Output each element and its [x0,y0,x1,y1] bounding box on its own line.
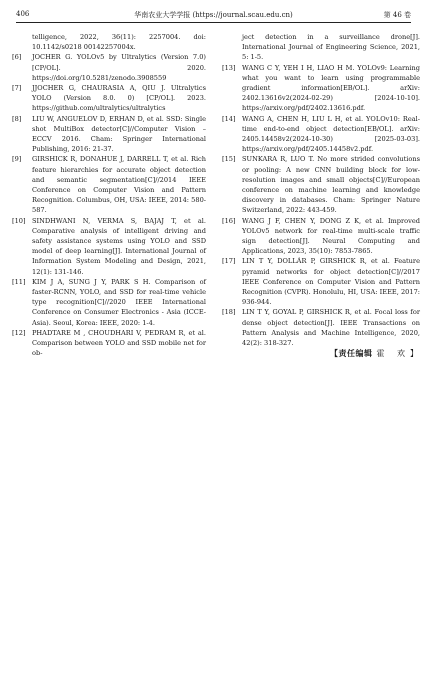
editor-label: 【责任编辑 [330,348,373,358]
reference-entry [222,114,420,155]
reference-number: [17] [222,257,236,266]
reference-number: [9] [12,155,22,164]
reference-entry [12,83,206,114]
reference-text: GIRSHICK R, DONAHUE J, DARRELL T, et al. Rich feature hierarchies for accurate object detection and semantic segmentation[C]//2014 IEEE Conference on Computer Vision and Pattern Recognition. Columbus, OH, USA: IEEE, 2014: 580-587. [32,155,206,215]
reference-entry [12,216,206,277]
editor-credit [330,348,423,359]
reference-entry [12,32,206,52]
reference-text: KIM J A, SUNG J Y, PARK S H. Comparison of faster-RCNN, YOLO, and SSD for real-time vehicle type recognition[C]//2020 IEEE International Conference on Consumer Electronics - Asia (ICCE-Asia). Seoul, Korea: IEEE, 2020: 1-4. [32,277,206,327]
reference-entry [222,154,420,215]
reference-text: LIN T Y, GOYAL P, GIRSHICK R, et al. Focal loss for dense object detection[J]. IEEE Transactions on Pattern Analysis and Machine Intelligence, 2020, 42(2): 318-327. [242,308,420,348]
reference-number: [16] [222,216,236,225]
reference-number: [11] [12,277,26,286]
header-rule [16,22,411,23]
reference-number: [8] [12,114,22,123]
reference-number: [13] [222,63,236,72]
reference-number: [15] [222,155,236,164]
reference-text: JJOCHER G, CHAURASIA A, QIU J. Ultralytics YOLO (Version 8.0. 0) [CP/OL]. 2023. https://github.com/ultralytics/ultralytics [32,84,206,113]
journal-title: 华南农业大学学报 (https://journal.scau.edu.cn) [134,11,293,19]
reference-number: [7] [12,84,22,93]
reference-entry [222,216,420,257]
page-header [16,10,411,26]
reference-number: [10] [12,216,26,225]
volume-label: 第 46 卷 [383,11,411,19]
reference-entry [222,63,420,114]
page-number: 406 [16,10,30,18]
reference-entry [222,256,420,307]
references-left-column [12,32,206,359]
editor-name: 霍 欢】 [376,349,424,358]
reference-text: SUNKARA R, LUO T. No more strided convolutions or pooling: A new CNN building block for low-resolution images and small objects[C]//European conference on machine learning and knowledge discovery in databases. Cham: Springer Nature Switzerland, 2022: 443-459. [242,155,420,215]
reference-entry [12,154,206,215]
reference-entry [222,32,420,63]
reference-text: LIN T Y, DOLLÁR P, GIRSHICK R, et al. Feature pyramid networks for object detection[C]//2017 IEEE Conference on Computer Vision and Pattern Recognition (CVPR). Honolulu, HI, USA: IEEE, 2017: 936-944. [242,257,420,307]
reference-text: WANG C Y, YEH I H, LIAO H M. YOLOv9: Learning what you want to learn using programmable gradient information[EB/OL]. arXiv: 2402.13616v2(2024-02-29) [2024-10-10]. https://arxiv.org/pdf/2402.13616.pdf. [242,63,420,113]
reference-text: LIU W, ANGUELOV D, ERHAN D, et al. SSD: Single shot MultiBox detector[C]//Computer Vision – ECCV 2016. Cham: Springer International Publishing, 2016: 21-37. [32,114,206,154]
reference-entry [12,277,206,328]
reference-number: [6] [12,53,22,62]
reference-entry [12,328,206,359]
reference-number: [18] [222,308,236,317]
reference-entry [222,307,420,348]
reference-text: WANG A, CHEN H, LIU L H, et al. YOLOv10: Real-time end-to-end object detection[EB/OL]. arXiv: 2405.14458v2(2024-10-30) [2025-03-03]. https://arxiv.org/pdf/2405.14458v2.pdf. [242,114,420,154]
reference-number: [14] [222,114,236,123]
reference-entry [12,52,206,83]
reference-text: SINDHWANI N, VERMA S, BAJAJ T, et al. Comparative analysis of intelligent driving and safety assistance systems using YOLO and SSD model of deep learning[J]. International Journal of Information System Modeling and Design, 2021, 12(1): 131-146. [32,216,206,276]
reference-text: JOCHER G. YOLOv5 by Ultralytics (Version 7.0) [CP/OL]. 2020. https://doi.org/10.5281/zenodo.3908559 [32,53,206,82]
reference-text: telligence, 2022, 36(11): 2257004. doi: 10.1142/s0218 00142257004x. [32,33,206,52]
reference-entry [12,114,206,155]
reference-text: WANG J F, CHEN Y, DONG Z K, et al. Improved YOLOv5 network for real-time multi-scale traffic sign detection[J]. Neural Computing and Applications, 2023, 35(10): 7853-7865. [242,216,420,256]
reference-number: [12] [12,328,26,337]
references-right-column [222,32,420,348]
reference-text: ject detection in a surveillance drone[J]. International Journal of Engineering Science, 2021, 5: 1-5. [242,33,420,62]
reference-text: PHADTARE M , CHOUDHARI V, PEDRAM R, et al. Comparison between YOLO and SSD mobile net for ob- [32,328,206,358]
